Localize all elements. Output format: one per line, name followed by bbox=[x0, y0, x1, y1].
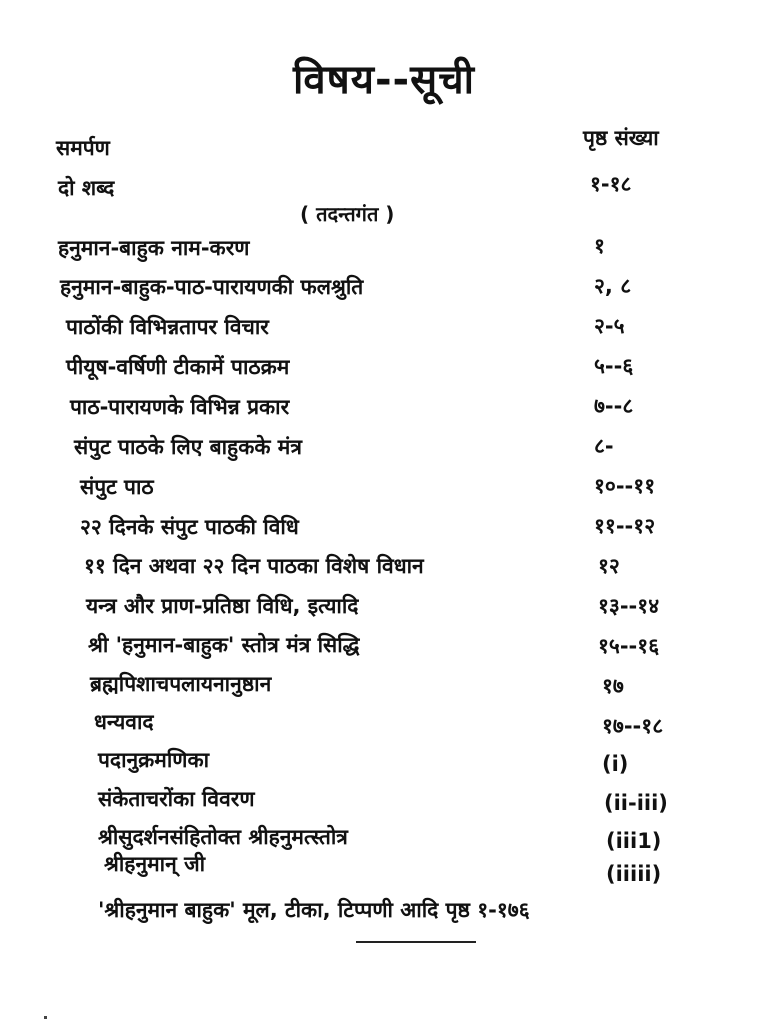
toc-entry-label: श्रीहनुमान् जी bbox=[104, 852, 206, 876]
toc-entry-page: १७ bbox=[602, 674, 624, 698]
toc-entry-page: १७--१८ bbox=[602, 714, 664, 738]
toc-entry-page: ८- bbox=[594, 434, 614, 458]
toc-entry-page: २-५ bbox=[594, 314, 625, 338]
toc-entry-page: १०--११ bbox=[594, 474, 656, 498]
toc-entry-label: संकेताचरोंका विवरण bbox=[98, 787, 255, 811]
toc-entry-page: ७--८ bbox=[594, 394, 634, 418]
toc-entry-page: (i) bbox=[602, 752, 629, 776]
toc-entry-label: संपुट पाठके लिए बाहुकके मंत्र bbox=[74, 435, 302, 459]
toc-entry-label: हनुमान-बाहुक-पाठ-पारायणकी फलश्रुति bbox=[60, 275, 364, 299]
toc-entry-page: १३--१४ bbox=[598, 594, 660, 618]
toc-entry-label: ११ दिन अथवा २२ दिन पाठका विशेष विधान bbox=[84, 554, 424, 578]
toc-entry-label: दो शब्द bbox=[58, 176, 115, 200]
toc-entry-label: पीयूष-वर्षिणी टीकामें पाठक्रम bbox=[66, 355, 290, 379]
toc-entry-page: ११--१२ bbox=[594, 514, 656, 538]
toc-entry-page: १ bbox=[594, 234, 605, 258]
toc-entry-page: ५--६ bbox=[594, 354, 634, 378]
toc-subsection-note: ( तदन्तगंत ) bbox=[300, 202, 395, 226]
toc-entry-page: (ii-iii) bbox=[604, 791, 668, 815]
toc-entry-page: (iiiii) bbox=[606, 862, 662, 886]
page-title: विषय--सूची bbox=[293, 57, 475, 103]
toc-entry-label: श्री 'हनुमान-बाहुक' स्तोत्र मंत्र सिद्धि bbox=[88, 633, 360, 657]
toc-entry-page: १-१८ bbox=[590, 172, 632, 196]
end-divider bbox=[356, 941, 476, 943]
toc-entry-page: १२ bbox=[598, 554, 620, 578]
closing-note: 'श्रीहनुमान बाहुक' मूल, टीका, टिप्पणी आदि पृष्ठ १-१७६ bbox=[98, 898, 530, 922]
toc-entry-label: धन्यवाद bbox=[94, 710, 154, 734]
toc-entry-label: पाठ-पारायणके विभिन्न प्रकार bbox=[70, 395, 290, 419]
toc-entry-label: हनुमान-बाहुक नाम-करण bbox=[58, 236, 250, 260]
toc-entry-page: (iii1) bbox=[606, 829, 662, 853]
scan-speck bbox=[44, 1016, 47, 1019]
dedication-label: समर्पण bbox=[56, 136, 110, 160]
toc-entry-label: संपुट पाठ bbox=[80, 475, 154, 499]
toc-entry-page: २, ८ bbox=[594, 274, 632, 298]
toc-entry-label: २२ दिनके संपुट पाठकी विधि bbox=[80, 515, 299, 539]
toc-entry-page: १५--१६ bbox=[598, 634, 660, 658]
toc-entry-label: यन्त्र और प्राण-प्रतिष्ठा विधि, इत्यादि bbox=[86, 594, 359, 618]
toc-entry-label: श्रीसुदर्शनसंहितोक्त श्रीहनुमत्स्तोत्र bbox=[98, 825, 348, 849]
toc-entry-label: पाठोंकी विभिन्नतापर विचार bbox=[66, 315, 269, 339]
toc-entry-label: पदानुक्रमणिका bbox=[98, 748, 210, 772]
page-number-heading: पृष्ठ संख्या bbox=[583, 126, 659, 150]
toc-entry-label: ब्रह्मपिशाचपलायनानुष्ठान bbox=[90, 672, 272, 696]
